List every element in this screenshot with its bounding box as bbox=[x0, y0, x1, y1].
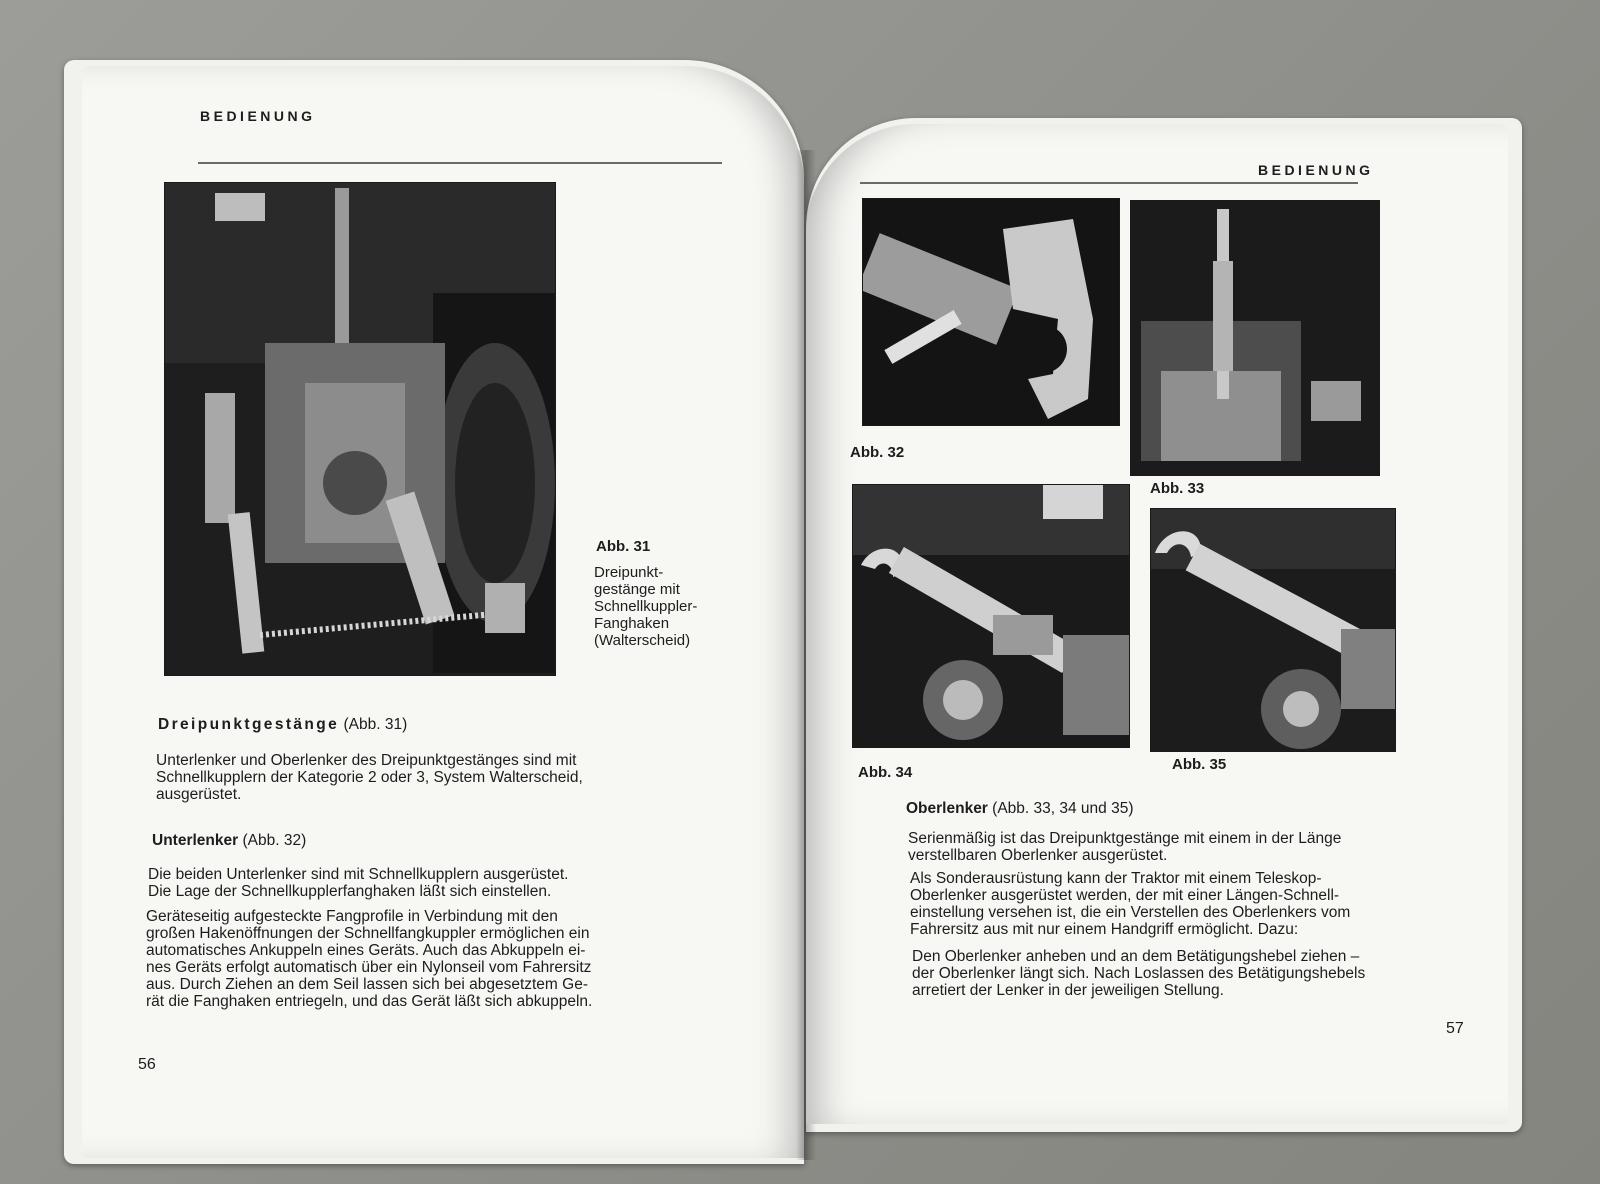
page-number: 57 bbox=[1446, 1020, 1464, 1037]
section-text-dreipunktgestaenge: Unterlenker und Oberlenker des Dreipunktgestänges sind mit Schnellkupplern der Kategorie 2 oder 3, System Walterscheid, ausgerüstet. bbox=[156, 752, 583, 803]
top-link-image-33 bbox=[1131, 201, 1379, 475]
section-heading-dreipunktgestaenge: Dreipunktgestänge (Abb. 31) bbox=[158, 716, 408, 733]
section-heading-oberlenker: Oberlenker (Abb. 33, 34 und 35) bbox=[906, 800, 1134, 817]
tractor-hitch-image bbox=[165, 183, 555, 675]
page-header: BEDIENUNG bbox=[200, 108, 316, 124]
section-text-unterlenker-2: Geräteseitig aufgesteckte Fangprofile in Verbindung mit den großen Hakenöffnungen der Schnellfangkuppler ermöglichen ein automatisches Ankuppeln eines Geräts. Auch das Abkuppeln ei- nes Geräts erfolgt automatisch über ein Nylonseil vom Fahrersitz aus. Durch Ziehen an dem Seil lassen sich bei abgesetztem Ge- rät die Fanghaken entriegeln, und das Gerät läßt sich abkuppeln. bbox=[146, 908, 593, 1010]
right-page bbox=[806, 124, 1508, 1124]
top-link-image-35 bbox=[1151, 509, 1395, 751]
section-text-oberlenker-2: Als Sonderausrüstung kann der Traktor mit einem Teleskop- Oberlenker ausgerüstet werden, der mit einer Längen-Schnell- einstellung versehen ist, die ein Verstellen des Oberlenkers vom Fahrersitz aus mit nur einem Handgriff ermöglicht. Dazu: bbox=[910, 870, 1351, 938]
figure-31-caption: Abb. 31 bbox=[596, 538, 651, 555]
figure-34-photo bbox=[852, 484, 1130, 748]
figure-34-caption: Abb. 34 bbox=[858, 764, 913, 781]
figure-33-caption: Abb. 33 bbox=[1150, 480, 1205, 497]
page-number: 56 bbox=[138, 1056, 156, 1073]
header-rule bbox=[198, 162, 722, 164]
figure-35-photo bbox=[1150, 508, 1396, 752]
top-link-image-34 bbox=[853, 485, 1129, 747]
section-text-oberlenker-1: Serienmäßig ist das Dreipunktgestänge mit einem in der Länge verstellbaren Oberlenker ausgerüstet. bbox=[908, 830, 1342, 864]
page-header: BEDIENUNG bbox=[1258, 162, 1374, 178]
figure-33-photo bbox=[1130, 200, 1380, 476]
section-text-oberlenker-3: Den Oberlenker anheben und an dem Betätigungshebel ziehen – der Oberlenker längt sich. Nach Loslassen des Betätigungshebels arretiert der Lenker in der jeweiligen Stellung. bbox=[912, 948, 1366, 999]
figure-32-caption: Abb. 32 bbox=[850, 444, 905, 461]
lower-link-hook-image bbox=[863, 199, 1119, 425]
section-text-unterlenker-1: Die beiden Unterlenker sind mit Schnellkupplern ausgerüstet. Die Lage der Schnellkupplerfanghaken läßt sich einstellen. bbox=[148, 866, 569, 900]
figure-31-photo bbox=[164, 182, 556, 676]
header-rule bbox=[860, 182, 1358, 184]
figure-35-caption: Abb. 35 bbox=[1172, 756, 1227, 773]
figure-31-description: Dreipunkt- gestänge mit Schnellkuppler- Fanghaken (Walterscheid) bbox=[594, 564, 698, 649]
figure-32-photo bbox=[862, 198, 1120, 426]
section-heading-unterlenker: Unterlenker (Abb. 32) bbox=[152, 832, 307, 849]
left-page bbox=[82, 66, 804, 1158]
